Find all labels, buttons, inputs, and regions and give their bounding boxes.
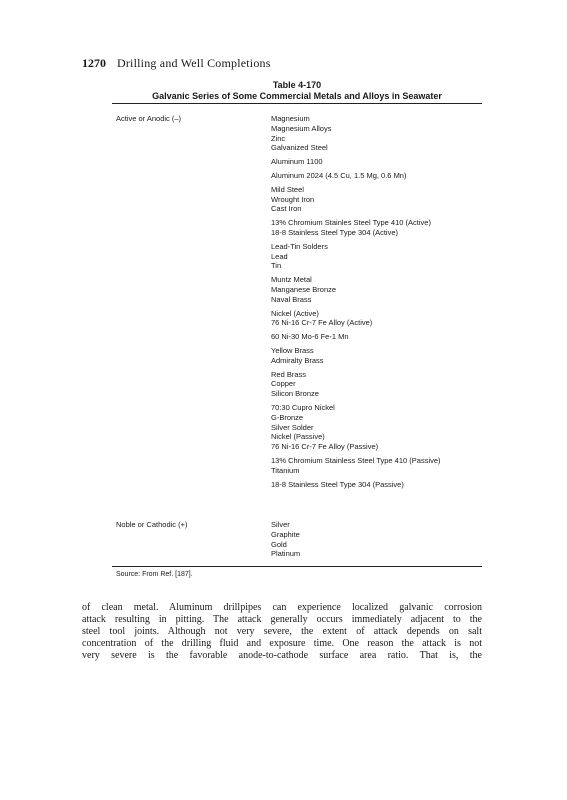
- metal-group: [271, 456, 486, 476]
- metal-entry: Lead: [271, 251, 288, 261]
- metal-group: [271, 370, 486, 399]
- metal-entry: 70:30 Cupro Nickel: [271, 402, 335, 412]
- metal-group: [271, 171, 486, 181]
- metal-entry: Platinum: [271, 549, 301, 559]
- metal-group: [271, 218, 486, 238]
- metal-group: [271, 275, 486, 304]
- metal-entry: 13% Chromium Stainless Steel Type 410 (Passive): [271, 455, 441, 465]
- metal-entry: 76 Ni-16 Cr-7 Fe Alloy (Passive): [271, 442, 379, 452]
- metal-entry: Wrought Iron: [271, 194, 315, 204]
- table-top-rule: [112, 103, 482, 104]
- metal-entry: Aluminum 2024 (4.5 Cu, 1.5 Mg, 0.6 Mn): [271, 170, 407, 180]
- metal-entry: 76 Ni-16 Cr-7 Fe Alloy (Active): [271, 318, 373, 328]
- body-line: attack resulting in pitting. The attack generally occurs immediately adjacent to the: [82, 614, 482, 625]
- table-source: Source: From Ref. [187].: [116, 571, 193, 578]
- metal-group: [271, 157, 486, 167]
- metal-entry: Naval Brass: [271, 294, 312, 304]
- metal-group: [271, 403, 486, 452]
- metal-group: [271, 309, 486, 329]
- body-paragraph: [82, 602, 482, 662]
- metal-entry: Tin: [271, 261, 282, 271]
- metal-entry: Nickel (Active): [271, 308, 319, 318]
- metal-group: [271, 480, 486, 490]
- metal-group: [271, 346, 486, 366]
- body-line: very severe is the favorable anode-to-cathode surface area ratio. That is, the: [82, 650, 482, 661]
- metal-entry: Red Brass: [271, 369, 307, 379]
- metal-entry: 18-8 Stainless Steel Type 304 (Passive): [271, 479, 404, 489]
- page-number: 1270: [82, 56, 106, 70]
- metal-entry: Cast Iron: [271, 204, 302, 214]
- metal-entry: Graphite: [271, 529, 300, 539]
- metal-entry: Magnesium Alloys: [271, 123, 332, 133]
- metal-entry: Magnesium: [271, 114, 310, 123]
- metal-group: [271, 242, 486, 271]
- active-metals-list: [271, 114, 486, 493]
- active-anodic-label: Active or Anodic (–): [116, 114, 182, 123]
- table-title: Galvanic Series of Some Commercial Metals and Alloys in Seawater: [152, 91, 442, 101]
- metal-entry: Gold: [271, 539, 287, 549]
- page-header: [82, 56, 502, 71]
- metal-entry: 60 Ni-30 Mo-6 Fe-1 Mn: [271, 332, 349, 342]
- metal-entry: Galvanized Steel: [271, 143, 328, 153]
- table-number: Table 4-170: [272, 80, 322, 90]
- metal-entry: Zinc: [271, 133, 286, 143]
- metal-entry: Silver Solder: [271, 422, 314, 432]
- metal-entry: Titanium: [271, 465, 300, 475]
- metal-entry: Silver: [271, 520, 290, 529]
- metal-entry: Admiralty Brass: [271, 355, 324, 365]
- metal-group: [271, 114, 486, 153]
- metal-entry: Silicon Bronze: [271, 389, 319, 399]
- metal-entry: Nickel (Passive): [271, 432, 325, 442]
- metal-entry: G-Bronze: [271, 412, 304, 422]
- body-line: of clean metal. Aluminum drillpipes can experience localized galvanic corrosion: [82, 602, 482, 613]
- metal-entry: Copper: [271, 379, 296, 389]
- body-line: concentration of the drilling fluid and exposure time. One reason the attack is not: [82, 638, 482, 649]
- metal-entry: 18-8 Stainless Steel Type 304 (Active): [271, 227, 399, 237]
- table-bottom-rule: [112, 566, 482, 567]
- metal-entry: Manganese Bronze: [271, 284, 337, 294]
- metal-group: [271, 332, 486, 342]
- table-caption: [112, 80, 482, 102]
- noble-metals-list: [271, 520, 486, 559]
- metal-entry: Lead-Tin Solders: [271, 241, 328, 251]
- metal-entry: 13% Chromium Stainles Steel Type 410 (Active): [271, 218, 431, 228]
- metal-entry: Muntz Metal: [271, 275, 312, 285]
- metal-entry: Yellow Brass: [271, 345, 314, 355]
- metal-entry: Mild Steel: [271, 184, 304, 194]
- running-title: Drilling and Well Completions: [117, 56, 271, 70]
- metal-group: [271, 185, 486, 214]
- metal-entry: Aluminum 1100: [271, 157, 323, 167]
- body-line: steel tool joints. Although not very severe, the extent of attack depends on salt: [82, 626, 482, 637]
- noble-cathodic-label: Noble or Cathodic (+): [116, 520, 188, 529]
